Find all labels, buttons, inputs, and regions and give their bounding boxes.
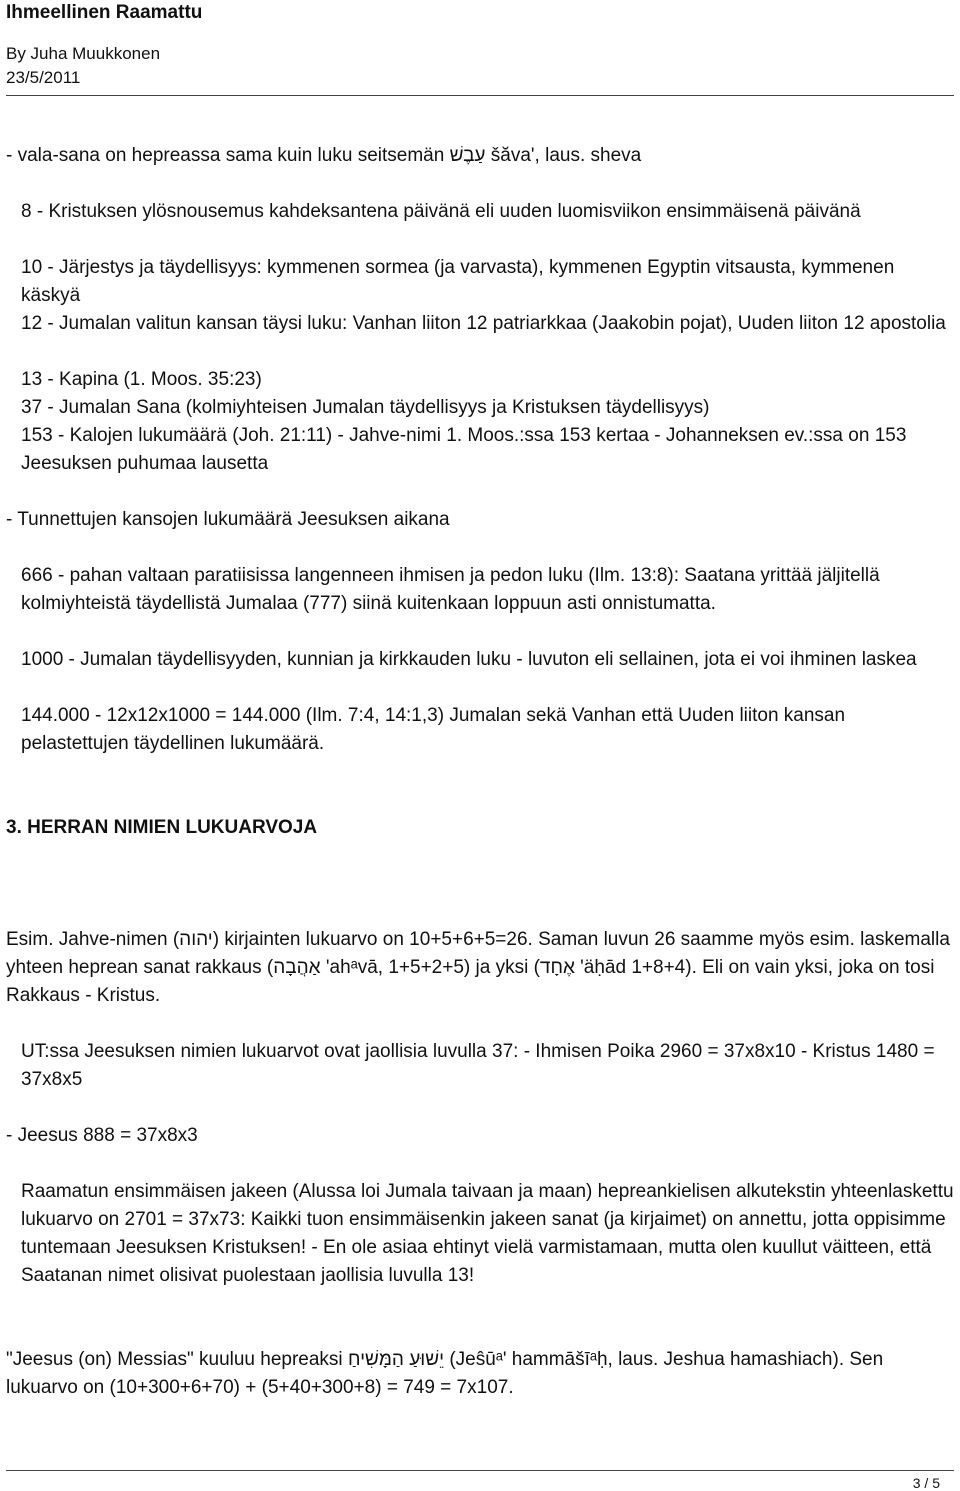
date-line: 23/5/2011 xyxy=(6,68,81,87)
list-item-37: 37 - Jumalan Sana (kolmiyhteisen Jumalan täydellisyys ja Kristuksen täydellisyys) xyxy=(21,397,710,418)
list-item-144000: 144.000 - 12x12x1000 = 144.000 (Ilm. 7:4, 14:1,3) Jumalan sekä Vanhan että Uuden liiton kansan pelastettujen täydellinen lukumäärä. xyxy=(21,705,846,754)
paragraph-messias: "Jeesus (on) Messias" kuuluu hepreaksi יֵשׁוּעַ הַמָּשִׁיחַ (Jeŝūᵃ' hammāšīᵃḥ, laus. Jeshua hamashiach). Sen lukuarvo on (10+300+6+70) + (5+40+300+8) = 749 = 7x107. xyxy=(6,1349,884,1398)
document-title: Ihmeellinen Raamattu xyxy=(6,2,203,23)
list-item-12: 12 - Jumalan valitun kansan täysi luku: Vanhan liiton 12 patriarkkaa (Jaakobin pojat), Uuden liiton 12 apostolia xyxy=(21,313,946,334)
list-item-1000: 1000 - Jumalan täydellisyyden, kunnian ja kirkkauden luku - luvuton eli sellainen, jota ei voi ihminen laskea xyxy=(21,649,917,670)
author-line: By Juha Muukkonen xyxy=(6,44,161,63)
paragraph-kansat: - Tunnettujen kansojen lukumäärä Jeesuksen aikana xyxy=(6,509,450,530)
page-number: 3 / 5 xyxy=(912,1475,940,1491)
paragraph-raamatun-jae: Raamatun ensimmäisen jakeen (Alussa loi Jumala taivaan ja maan) hepreankielisen alkutekstin yhteenlaskettu lukuarvo on 2701 = 37x73: Kaikki tuon ensimmäisenkin jakeen sanat (ja kirjaimet) on annettu, jotta oppisimme tuntemaan Jeesuksen Kristuksen! - En ole asiaa ehtinyt vielä varmistamaan, mutta olen kuullut väitteen, että Saatanan nimet olisivat puolestaan jaollisia luvulla 13! xyxy=(21,1181,954,1286)
list-item-10: 10 - Järjestys ja täydellisyys: kymmenen sormea (ja varvasta), kymmenen Egyptin vitsausta, kymmenen käskyä xyxy=(21,257,895,306)
list-item-13: 13 - Kapina (1. Moos. 35:23) xyxy=(21,369,262,390)
paragraph-vala: - vala-sana on hepreassa sama kuin luku seitsemän עַבֶשׁ šăva', laus. sheva xyxy=(6,145,642,166)
paragraph-ut-nimet: UT:ssa Jeesuksen nimien lukuarvot ovat jaollisia luvulla 37: - Ihmisen Poika 2960 = 37x8x10 - Kristus 1480 = 37x8x5 xyxy=(21,1041,935,1090)
list-item-153: 153 - Kalojen lukumäärä (Joh. 21:11) - Jahve-nimi 1. Moos.:ssa 153 kertaa - Johanneksen ev.:ssa on 153 Jeesuksen puhumaa lausetta xyxy=(21,425,907,474)
list-item-666: 666 - pahan valtaan paratiisissa langenneen ihmisen ja pedon luku (Ilm. 13:8): Saatana yrittää jäljitellä kolmiyhteistä täydellistä Jumalaa (777) siinä kuitenkaan loppuun asti onnistumatta. xyxy=(21,565,880,614)
paragraph-jeesus: - Jeesus 888 = 37x8x3 xyxy=(6,1125,198,1146)
section-heading: 3. HERRAN NIMIEN LUKUARVOJA xyxy=(6,817,318,838)
footer-divider xyxy=(6,1470,954,1471)
header-divider xyxy=(6,95,954,96)
list-item-8: 8 - Kristuksen ylösnousemus kahdeksantena päivänä eli uuden luomisviikon ensimmäisenä päivänä xyxy=(21,201,861,222)
paragraph-jahve: Esim. Jahve-nimen (יהוה) kirjainten lukuarvo on 10+5+6+5=26. Saman luvun 26 saamme myös esim. laskemalla yhteen heprean sanat rakkaus (אַהֲבָה 'ahᵃvā, 1+5+2+5) ja yksi (אֶחָד 'äḥād 1+8+4). Eli on vain yksi, joka on tosi Rakkaus - Kristus. xyxy=(6,929,950,1006)
